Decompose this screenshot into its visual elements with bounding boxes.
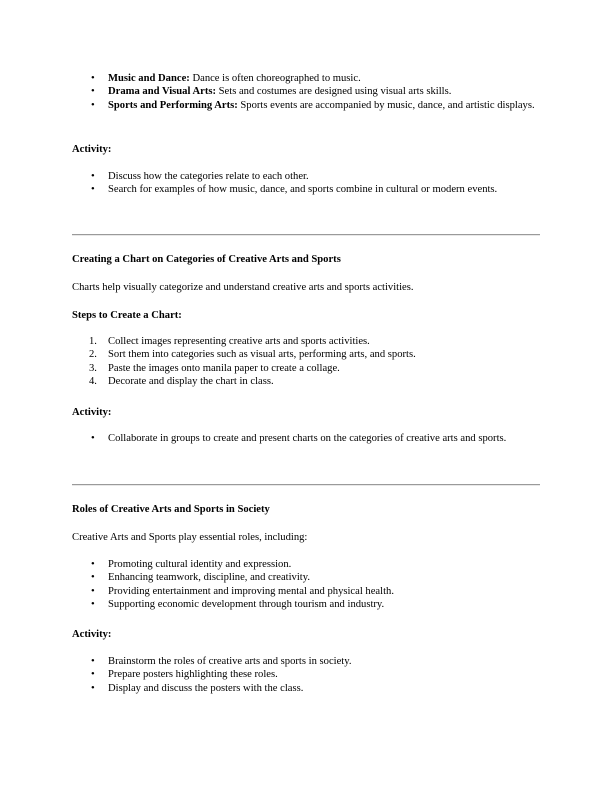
section-divider [72, 234, 540, 236]
roles-list [108, 558, 540, 612]
step-item [89, 335, 540, 348]
step-item [89, 348, 540, 361]
list-item: • Providing entertainment and improving mental and physical health. [108, 585, 540, 598]
activity-list [108, 432, 540, 445]
activity-heading: Activity: [72, 407, 112, 418]
list-item-desc: Sets and costumes are designed using visual arts skills. [216, 86, 452, 98]
list-item: • Collaborate in groups to create and present charts on the categories of creative arts and sports. [108, 432, 540, 445]
list-item: • Display and discuss the posters with the class. [108, 682, 540, 695]
step-text: Paste the images onto manila paper to create a collage. [108, 362, 340, 374]
intro-list [108, 72, 540, 112]
activity-list [108, 170, 540, 197]
activity-heading: Activity: [72, 629, 112, 640]
step-text: Collect images representing creative arts and sports activities. [108, 336, 370, 347]
activity-list [108, 655, 540, 695]
list-item-desc: Dance is often choreographed to music. [189, 73, 361, 84]
list-item: • Prepare posters highlighting these roles. [108, 668, 540, 681]
list-item [108, 85, 540, 98]
step-number: 1. [89, 336, 97, 347]
step-item [89, 362, 540, 375]
list-item: • Search for examples of how music, dance, and sports combine in cultural or modern events. [108, 183, 540, 196]
section-divider [72, 484, 540, 486]
activity-heading: Activity: [72, 144, 112, 155]
step-number: 3. [89, 362, 97, 374]
list-item-term: Sports and Performing Arts: [108, 99, 238, 111]
step-item [89, 375, 540, 388]
step-number: 4. [89, 376, 97, 388]
section-title: Creating a Chart on Categories of Creative Arts and Sports [72, 254, 341, 265]
list-item: • Discuss how the categories relate to each other. [108, 170, 540, 183]
list-item: • Supporting economic development through tourism and industry. [108, 598, 540, 611]
section-intro: Charts help visually categorize and understand creative arts and sports activities. [72, 282, 414, 293]
list-item [108, 72, 540, 85]
list-item-desc: Sports events are accompanied by music, dance, and artistic displays. [237, 99, 535, 111]
section-intro: Creative Arts and Sports play essential roles, including: [72, 532, 308, 543]
steps-list [89, 335, 540, 389]
section-title: Roles of Creative Arts and Sports in Society [72, 504, 270, 515]
step-text: Decorate and display the chart in class. [108, 376, 274, 388]
list-item-term: Music and Dance: [108, 73, 190, 84]
step-number: 2. [89, 349, 97, 361]
list-item: • Brainstorm the roles of creative arts and sports in society. [108, 655, 540, 668]
list-item [108, 99, 540, 112]
list-item-term: Drama and Visual Arts: [108, 86, 217, 98]
steps-heading: Steps to Create a Chart: [72, 310, 182, 321]
list-item: • Promoting cultural identity and expression. [108, 558, 540, 571]
list-item: • Enhancing teamwork, discipline, and creativity. [108, 571, 540, 584]
step-text: Sort them into categories such as visual arts, performing arts, and sports. [108, 349, 416, 361]
